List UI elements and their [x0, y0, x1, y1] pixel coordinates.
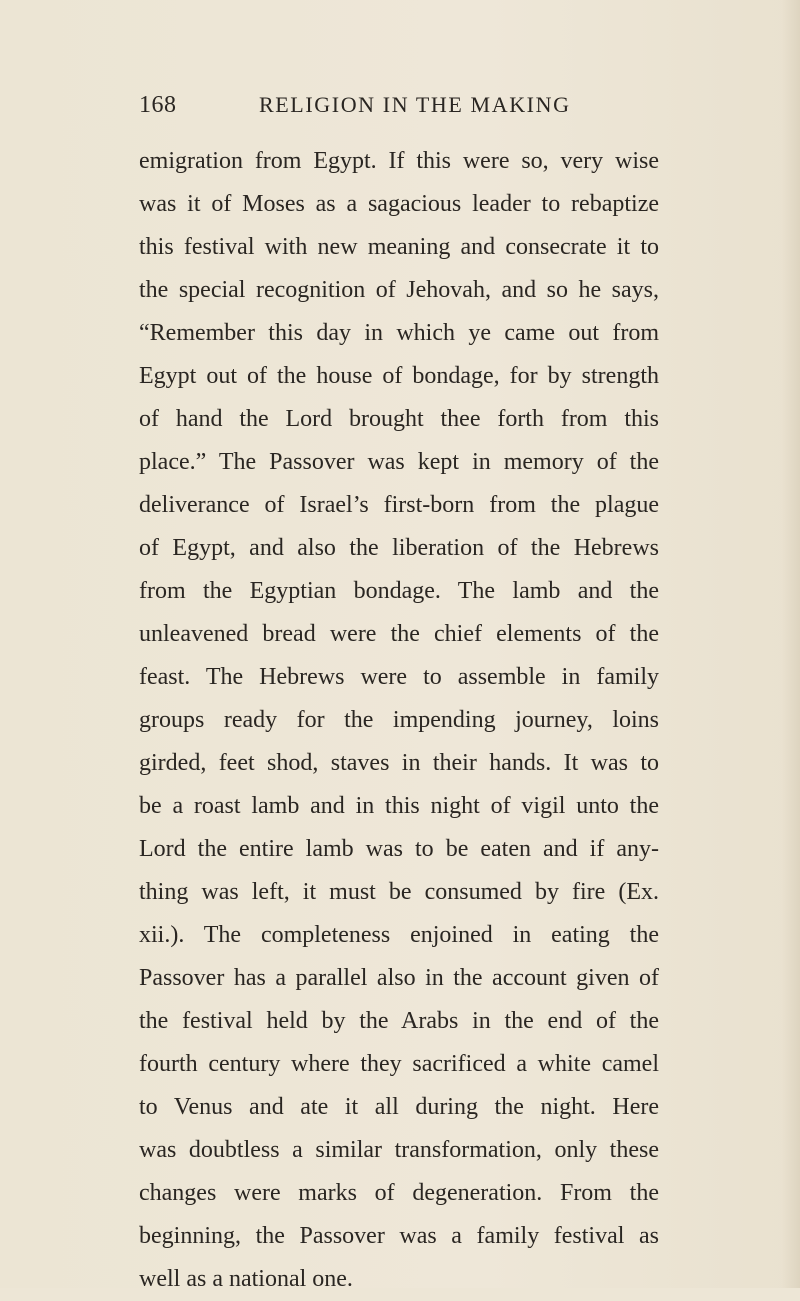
text-line: from the Egyptian bondage. The lamb and the [139, 578, 659, 604]
text-line: Egypt out of the house of bondage, for by strength [139, 363, 659, 389]
text-line: well as a national one. [139, 1266, 353, 1292]
text-line: thing was left, it must be consumed by fire (Ex. [139, 879, 659, 905]
running-title: RELIGION IN THE MAKING [259, 92, 571, 117]
page-number: 168 [139, 92, 177, 118]
text-line: deliverance of Israel’s first-born from the plague [139, 492, 659, 518]
text-line: beginning, the Passover was a family festival as [139, 1223, 659, 1249]
running-header [139, 92, 659, 124]
text-line: fourth century where they sacrificed a white camel [139, 1051, 659, 1077]
text-line: changes were marks of degeneration. From the [139, 1180, 659, 1206]
text-line: to Venus and ate it all during the night. Here [139, 1094, 659, 1120]
body-paragraph [139, 140, 659, 1301]
text-line: the festival held by the Arabs in the end of the [139, 1008, 659, 1034]
text-line: of Egypt, and also the liberation of the Hebrews [139, 535, 659, 561]
text-line: feast. The Hebrews were to assemble in family [139, 664, 659, 690]
text-line: place.” The Passover was kept in memory of the [139, 449, 659, 475]
text-line: xii.). The completeness enjoined in eating the [139, 922, 659, 948]
page-edge-shadow [782, 0, 800, 1288]
text-line: be a roast lamb and in this night of vigil unto the [139, 793, 659, 819]
text-line: this festival with new meaning and consecrate it to [139, 234, 659, 260]
text-line: was doubtless a similar transformation, only these [139, 1137, 659, 1163]
text-line: unleavened bread were the chief elements of the [139, 621, 659, 647]
text-line: Passover has a parallel also in the account given of [139, 965, 659, 991]
text-line: the special recognition of Jehovah, and so he says, [139, 277, 659, 303]
text-line: “Remember this day in which ye came out from [139, 320, 659, 346]
text-line: was it of Moses as a sagacious leader to rebaptize [139, 191, 659, 217]
text-line: of hand the Lord brought thee forth from this [139, 406, 659, 432]
text-line: groups ready for the impending journey, loins [139, 707, 659, 733]
text-line: girded, feet shod, staves in their hands. It was to [139, 750, 659, 776]
text-line: emigration from Egypt. If this were so, very wise [139, 148, 659, 174]
text-line: Lord the entire lamb was to be eaten and if any- [139, 836, 659, 862]
